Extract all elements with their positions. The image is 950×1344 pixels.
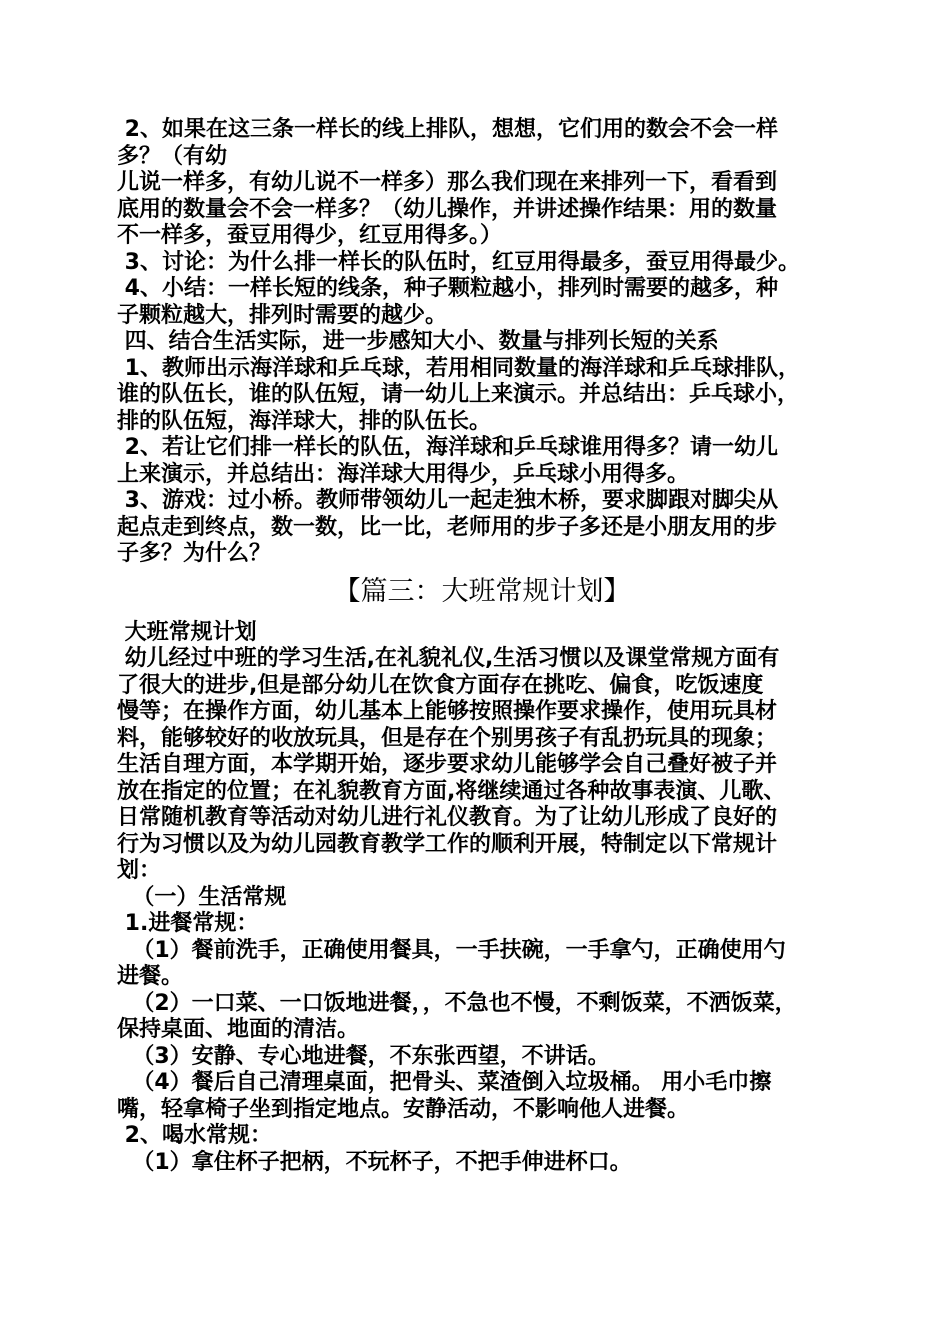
text-line: 1、教师出示海洋球和乒乓球，若用相同数量的海洋球和乒乓球排队， — [117, 355, 800, 381]
text-line: 多？（有幼 — [117, 143, 228, 169]
text-line: 子多？为什么？ — [117, 541, 272, 566]
text-line: 上来演示，并总结出：海洋球大用得少，乒乓球小用得多。 — [117, 461, 690, 487]
text-line: 放在指定的位置；在礼貌教育方面,将继续通过各种故事表演、儿歌、 — [117, 778, 786, 804]
text-line: 1.进餐常规： — [117, 911, 259, 936]
text-line: 排的队伍短，海洋球大，排的队伍长。 — [117, 408, 492, 434]
text-line: 进餐。 — [117, 964, 184, 989]
text-line: 儿说一样多，有幼儿说不一样多）那么我们现在来排列一下，看看到 — [117, 170, 778, 195]
text-line: 嘴，轻拿椅子坐到指定地点。安静活动，不影响他人进餐。 — [117, 1096, 690, 1122]
document-body — [117, 117, 847, 1176]
text-line: 子颗粒越大，排列时需要的越少。 — [117, 302, 448, 328]
text-line: （一）生活常规 — [117, 884, 287, 910]
text-line: 大班常规计划 — [117, 619, 257, 645]
text-line: （3）安静、专心地进餐，不东张西望，不讲话。 — [117, 1043, 610, 1069]
text-line: 2、若让它们排一样长的队伍，海洋球和乒乓球谁用得多？请一幼儿 — [117, 435, 778, 460]
top-text-block — [117, 117, 847, 568]
text-line: 料，能够较好的收放玩具，但是存在个别男孩子有乱扔玩具的现象； — [117, 725, 778, 751]
text-line: 四、结合生活实际，进一步感知大小、数量与排列长短的关系 — [117, 329, 719, 354]
text-line: （4）餐后自己清理桌面，把骨头、菜渣倒入垃圾桶。 用小毛巾擦 — [117, 1070, 772, 1095]
text-line: 2、喝水常规： — [117, 1123, 272, 1148]
text-line: 4、小结：一样长短的线条，种子颗粒越小，排列时需要的越多，种 — [117, 276, 778, 301]
text-line: 行为习惯以及为幼儿园教育教学工作的顺利开展，特制定以下常规计 — [117, 831, 778, 857]
text-line: （1）拿住杯子把柄，不玩杯子，不把手伸进杯口。 — [117, 1149, 632, 1175]
text-line: 3、游戏：过小桥。教师带领幼儿一起走独木桥，要求脚跟对脚尖从 — [117, 488, 778, 513]
text-line: 慢等；在操作方面，幼儿基本上能够按照操作要求操作，使用玩具材 — [117, 699, 778, 724]
text-line: 不一样多，蚕豆用得少，红豆用得多。） — [117, 223, 503, 248]
text-line: 生活自理方面，本学期开始，逐步要求幼儿能够学会自己叠好被子并 — [117, 752, 778, 777]
text-line: 底用的数量会不会一样多？（幼儿操作，并讲述操作结果：用的数量 — [117, 196, 778, 222]
text-line: 保持桌面、地面的清洁。 — [117, 1017, 360, 1042]
text-line: 2、如果在这三条一样长的线上排队，想想，它们用的数会不会一样 — [117, 117, 778, 142]
text-line: 起点走到终点，数一数，比一比，老师用的步子多还是小朋友用的步 — [117, 514, 778, 540]
text-line: 日常随机教育等活动对幼儿进行礼仪教育。为了让幼儿形成了良好的 — [117, 805, 778, 830]
bottom-text-block — [117, 620, 847, 1177]
text-line: （2）一口菜、一口饭地进餐，，不急也不慢，不剩饭菜，不洒饭菜， — [117, 990, 797, 1016]
text-line: 幼儿经过中班的学习生活,在礼貌礼仪,生活习惯以及课堂常规方面有 — [117, 646, 780, 671]
text-line: 了很大的进步,但是部分幼儿在饮食方面存在挑吃、偏食，吃饭速度 — [117, 672, 764, 698]
text-line: 3、讨论：为什么排一样长的队伍时，红豆用得最多，蚕豆用得最少。 — [117, 249, 800, 275]
text-line: （1）餐前洗手，正确使用餐具，一手扶碗，一手拿勺，正确使用勺 — [117, 937, 786, 963]
section-heading: 【篇三：大班常规计划】 — [333, 575, 631, 607]
text-line: 谁的队伍长，谁的队伍短，请一幼儿上来演示。并总结出：乒乓球小， — [117, 382, 800, 407]
text-line: 划： — [117, 858, 162, 883]
